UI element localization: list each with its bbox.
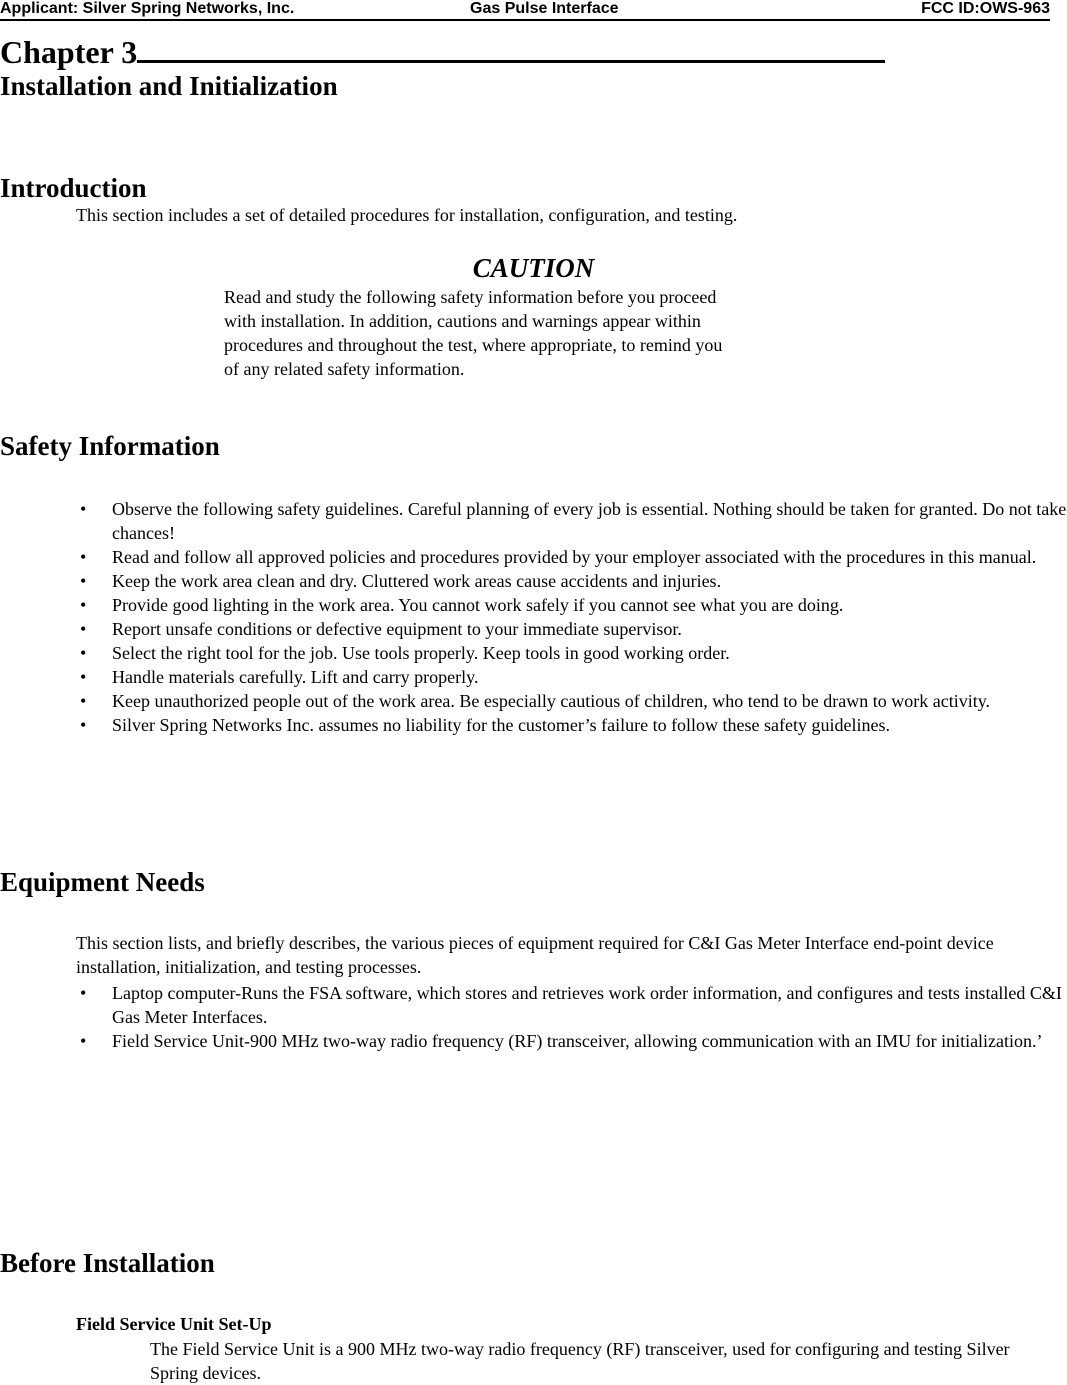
chapter-rule <box>137 32 885 63</box>
list-item-text: Field Service Unit-900 MHz two-way radio frequency (RF) transceiver, allowing communication with an IMU for initialization.’ <box>112 1031 1043 1051</box>
bullet-icon: • <box>80 983 87 1003</box>
bullet-icon: • <box>80 595 87 615</box>
list-item-text: Laptop computer-Runs the FSA software, which stores and retrieves work order information, and configures and tests installed C&I Gas Meter Interfaces. <box>112 983 1062 1027</box>
list-item <box>0 713 1067 737</box>
chapter-heading <box>0 32 885 71</box>
caution-title: CAUTION <box>472 253 595 283</box>
list-item-text: Silver Spring Networks Inc. assumes no liability for the customer’s failure to follow these safety guidelines. <box>112 715 891 735</box>
list-item <box>0 1029 1067 1053</box>
bullet-icon: • <box>80 1031 87 1051</box>
header-fcc-id: FCC ID:OWS-963 <box>921 0 1050 17</box>
list-item <box>0 617 1067 641</box>
bullet-icon: • <box>80 499 87 519</box>
field-service-setup-text: The Field Service Unit is a 900 MHz two-way radio frequency (RF) transceiver, used for configuring and testing Silver Spring devices. <box>150 1339 1010 1383</box>
chapter-title: Installation and Initialization <box>0 71 338 101</box>
equipment-list <box>0 981 1067 1053</box>
list-item-text: Observe the following safety guidelines. Careful planning of every job is essential. Nothing should be taken for granted. Do not take chances! <box>112 499 1067 543</box>
equipment-heading: Equipment Needs <box>0 867 205 897</box>
header-product: Gas Pulse Interface <box>470 0 619 17</box>
bullet-icon: • <box>80 715 87 735</box>
list-item-text: Report unsafe conditions or defective equipment to your immediate supervisor. <box>112 619 682 639</box>
safety-heading: Safety Information <box>0 431 220 461</box>
list-item <box>0 545 1067 569</box>
list-item-text: Keep unauthorized people out of the work area. Be especially cautious of children, who tend to be drawn to work activity. <box>112 691 991 711</box>
list-item <box>0 981 1067 1029</box>
page-header <box>0 0 1050 21</box>
list-item <box>0 497 1067 545</box>
bullet-icon: • <box>80 571 87 591</box>
list-item-text: Read and follow all approved policies and procedures provided by your employer associated with the procedures in this manual. <box>112 547 1037 567</box>
list-item-text: Keep the work area clean and dry. Cluttered work areas cause accidents and injuries. <box>112 571 722 591</box>
bullet-icon: • <box>80 667 87 687</box>
bullet-icon: • <box>80 643 87 663</box>
caution-text: Read and study the following safety information before you proceed with installation. In addition, cautions and warnings appear within procedures and throughout the test, where appropriate, to remind you of any related safety information. <box>224 287 723 379</box>
list-item-text: Select the right tool for the job. Use tools properly. Keep tools in good working order. <box>112 643 730 663</box>
list-item <box>0 689 1067 713</box>
before-installation-heading: Before Installation <box>0 1248 215 1278</box>
bullet-icon: • <box>80 691 87 711</box>
safety-list <box>0 497 1067 737</box>
bullet-icon: • <box>80 619 87 639</box>
equipment-intro: This section lists, and briefly describes, the various pieces of equipment required for C&I Gas Meter Interface end-point device installation, initialization, and testing processes. <box>76 933 994 977</box>
list-item <box>0 569 1067 593</box>
list-item <box>0 641 1067 665</box>
introduction-text: This section includes a set of detailed procedures for installation, configuration, and testing. <box>76 205 738 225</box>
field-service-setup-heading: Field Service Unit Set-Up <box>76 1314 272 1334</box>
list-item-text: Handle materials carefully. Lift and carry properly. <box>112 667 479 687</box>
list-item <box>0 593 1067 617</box>
list-item <box>0 665 1067 689</box>
introduction-heading: Introduction <box>0 173 147 203</box>
list-item-text: Provide good lighting in the work area. You cannot work safely if you cannot see what you are doing. <box>112 595 844 615</box>
bullet-icon: • <box>80 547 87 567</box>
chapter-number: Chapter 3 <box>0 34 138 70</box>
header-applicant: Applicant: Silver Spring Networks, Inc. <box>0 0 295 17</box>
